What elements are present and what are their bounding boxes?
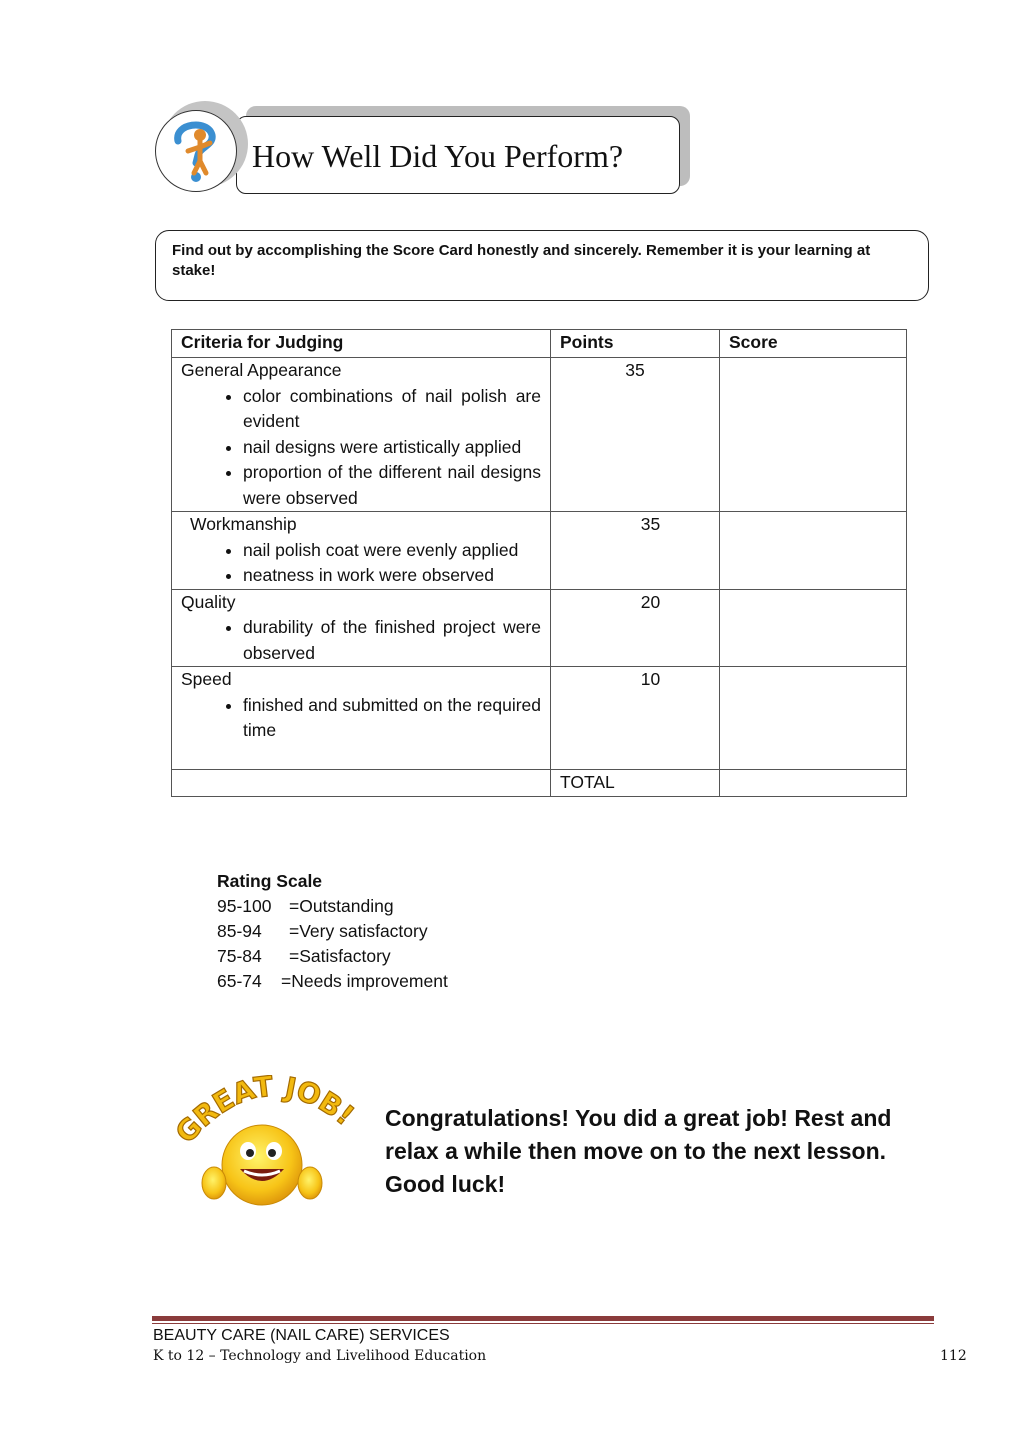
rating-scale-title: Rating Scale	[217, 871, 323, 891]
rating-range: 85-94	[217, 921, 262, 941]
rating-label: =Satisfactory	[289, 946, 391, 966]
criterion-bullet: • color combinations of nail polish are evident	[243, 384, 541, 435]
score-cell[interactable]	[720, 589, 907, 667]
criterion-bullet: • finished and submitted on the required time	[243, 693, 541, 744]
rating-range: 75-84	[217, 946, 262, 966]
footer-course-title: BEAUTY CARE (NAIL CARE) SERVICES	[153, 1327, 450, 1344]
criterion-cell	[172, 667, 551, 770]
criterion-bullet: • proportion of the different nail designs were observed	[243, 460, 541, 511]
criterion-bullet: • neatness in work were observed	[243, 563, 541, 589]
criterion-cell	[172, 512, 551, 590]
points-cell: 35	[551, 512, 720, 590]
criterion-title: Workmanship	[190, 514, 297, 534]
rating-item	[217, 894, 448, 919]
table-header-row	[172, 330, 907, 358]
rating-scale	[217, 869, 448, 994]
rating-label: =Outstanding	[289, 896, 394, 916]
rating-item	[217, 969, 448, 994]
header-criteria: Criteria for Judging	[172, 330, 551, 358]
score-cell[interactable]	[720, 667, 907, 770]
criterion-cell	[172, 358, 551, 512]
footer-subtitle: K to 12 – Technology and Livelihood Education	[153, 1348, 487, 1364]
question-figure-icon	[155, 110, 237, 192]
points-cell: 35	[551, 358, 720, 512]
rating-range: 65-74	[217, 971, 262, 991]
great-job-smiley-icon	[170, 1075, 365, 1210]
badge-text: GREAT JOB!	[170, 1075, 361, 1150]
page-number: 112	[940, 1348, 967, 1364]
points-cell: 20	[551, 589, 720, 667]
table-row	[172, 358, 907, 512]
rating-item	[217, 919, 448, 944]
score-card-table	[171, 329, 907, 797]
table-row	[172, 589, 907, 667]
criterion-title: General Appearance	[181, 360, 342, 380]
total-score-cell[interactable]	[720, 770, 907, 797]
rating-item	[217, 944, 448, 969]
congratulations-message: Congratulations! You did a great job! Rest and relax a while then move on to the next lesson. Good luck!	[385, 1105, 892, 1197]
empty-cell	[172, 770, 551, 797]
criterion-title: Quality	[181, 591, 236, 612]
criterion-bullet: • durability of the finished project were observed	[243, 615, 541, 666]
score-cell[interactable]	[720, 512, 907, 590]
criterion-bullet: • nail designs were artistically applied	[243, 435, 541, 461]
instruction-box: Find out by accomplishing the Score Card honestly and sincerely. Remember it is your learning at stake!	[155, 230, 929, 301]
header-points: Points	[551, 330, 720, 358]
header-score: Score	[720, 330, 907, 358]
footer-rule	[152, 1316, 934, 1321]
points-cell: 10	[551, 667, 720, 770]
criterion-cell	[172, 589, 551, 667]
criterion-title: Speed	[181, 669, 232, 689]
criterion-bullet: • nail polish coat were evenly applied	[243, 538, 541, 564]
footer-rule-thin	[152, 1323, 934, 1324]
total-label: TOTAL	[551, 770, 720, 797]
total-row	[172, 770, 907, 797]
rating-label: =Very satisfactory	[289, 921, 428, 941]
rating-label: =Needs improvement	[281, 971, 448, 991]
page-title: How Well Did You Perform?	[252, 138, 624, 174]
table-row	[172, 512, 907, 590]
table-row	[172, 667, 907, 770]
rating-range: 95-100	[217, 896, 272, 916]
score-cell[interactable]	[720, 358, 907, 512]
